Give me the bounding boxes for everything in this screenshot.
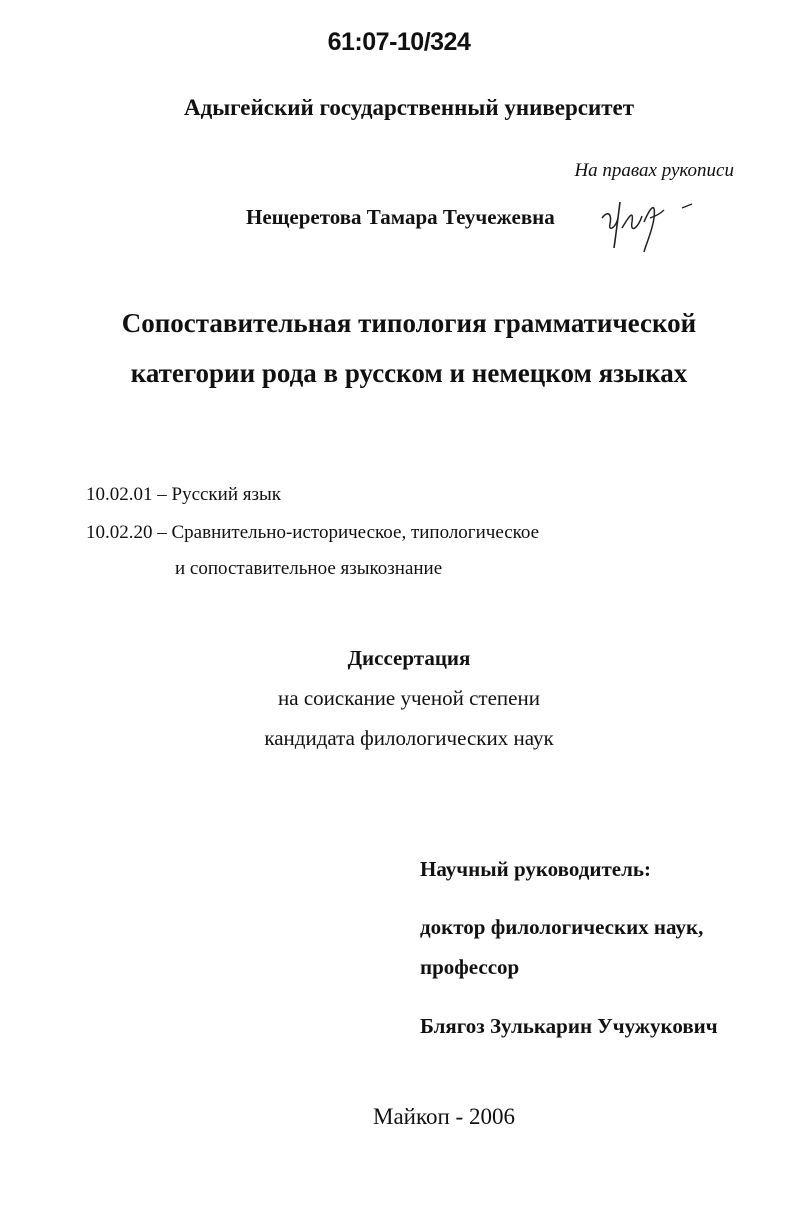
- rights-note: На правах рукописи: [574, 160, 734, 181]
- specialty-code: 10.02.20: [86, 522, 153, 543]
- dissertation-label: Диссертация: [347, 646, 471, 670]
- advisor-name: Блягоз Зулькарин Учужукович: [420, 1014, 718, 1038]
- specialty-row-1: 10.02.01 – Русский язык: [86, 484, 281, 505]
- advisor-label: Научный руководитель:: [420, 857, 651, 881]
- dissertation-title-line-1: Сопоставительная типология грамматической: [121, 308, 697, 338]
- specialty-code: 10.02.01: [86, 484, 153, 505]
- specialty-name: Русский язык: [171, 484, 281, 505]
- specialty-row-2: 10.02.20 – Сравнительно-историческое, типологическое: [86, 522, 540, 543]
- advisor-degree-line-2: профессор: [420, 955, 520, 979]
- specialty-row-2-continuation: и сопоставительное языкознание: [175, 558, 443, 579]
- city-year: Майкоп - 2006: [373, 1104, 515, 1129]
- catalog-number: 61:07-10/324: [327, 28, 471, 56]
- author-name: Нещеретова Тамара Теучежевна: [246, 205, 555, 229]
- dissertation-title-line-2: категории рода в русском и немецком языках: [130, 358, 688, 388]
- dissertation-purpose-line-1: на соискание ученой степени: [278, 686, 540, 710]
- specialty-name: Сравнительно-историческое, типологическое: [171, 522, 540, 543]
- university-name: Адыгейский государственный университет: [183, 95, 635, 120]
- advisor-degree-line-1: доктор филологических наук,: [420, 915, 704, 939]
- signature-image: [594, 188, 714, 258]
- dissertation-purpose-line-2: кандидата филологических наук: [264, 726, 554, 750]
